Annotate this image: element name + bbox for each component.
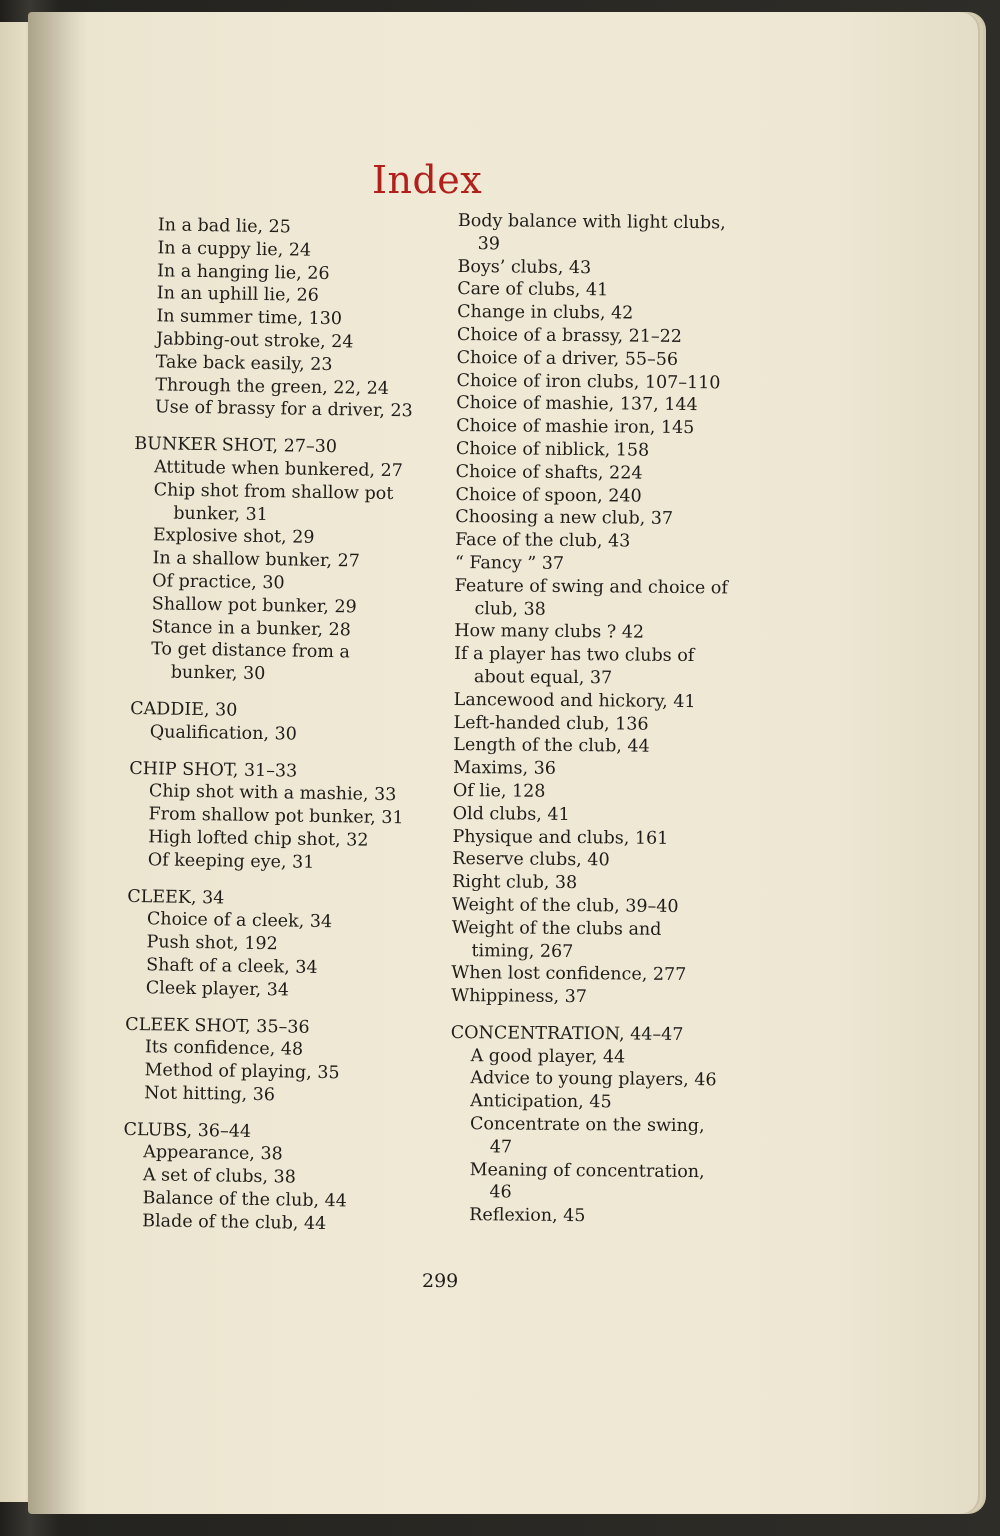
index-entry: How many clubs ? 42	[454, 621, 645, 643]
index-entry: Maxims, 36	[453, 758, 557, 780]
index-entry: “ Fancy ” 37	[454, 552, 565, 574]
index-entry: Take back easily, 23	[155, 352, 333, 375]
index-entry: Not hitting, 36	[144, 1083, 276, 1106]
index-entry: Choice of shafts, 224	[455, 461, 643, 484]
index-entry: Weight of the clubs and timing, 267	[451, 917, 662, 962]
index-entry: Weight of the club, 39–40	[451, 894, 679, 917]
index-entry: A good player, 44	[470, 1045, 626, 1068]
index-heading: CLUBS, 36–44	[123, 1119, 252, 1142]
index-entry: To get distance from a bunker, 30	[151, 639, 351, 685]
page-title: Index	[372, 158, 483, 202]
index-entry: Choice of a cleek, 34	[146, 909, 333, 933]
index-entry: Explosive shot, 29	[152, 525, 315, 549]
index-entry: Attitude when bunkered, 27	[153, 457, 404, 482]
index-entry: Boys’ clubs, 43	[457, 256, 592, 278]
index-entry: Care of clubs, 41	[457, 279, 609, 301]
index-entry: High lofted chip shot, 32	[148, 827, 369, 851]
index-entry: Through the green, 22, 24	[155, 374, 390, 399]
index-entry: Balance of the club, 44	[142, 1188, 348, 1212]
index-entry: In an uphill lie, 26	[156, 283, 319, 307]
index-entry: Blade of the club, 44	[142, 1211, 327, 1234]
index-entry: Of keeping eye, 31	[147, 849, 315, 873]
index-column-left	[122, 214, 428, 1237]
index-entry: Choice of mashie iron, 145	[456, 416, 695, 439]
index-entry: Choice of mashie, 137, 144	[456, 393, 698, 416]
index-entry: Choice of spoon, 240	[455, 484, 642, 507]
index-entry: Choosing a new club, 37	[455, 507, 674, 530]
index-entry: Left-handed club, 136	[453, 712, 649, 735]
index-entry: Feature of swing and choice of club, 38	[454, 575, 728, 620]
index-entry: Choice of niblick, 158	[455, 438, 650, 461]
index-heading: CONCENTRATION, 44–47	[450, 1022, 684, 1045]
index-entry: In a shallow bunker, 27	[152, 548, 360, 572]
index-entry: Chip shot from shallow pot bunker, 31	[153, 480, 394, 525]
index-entry: When lost confidence, 277	[451, 963, 687, 986]
index-column-right	[449, 210, 733, 1229]
index-entry: In a cuppy lie, 24	[157, 238, 312, 261]
index-entry: Change in clubs, 42	[457, 302, 634, 324]
index-entry: Qualification, 30	[149, 721, 297, 745]
index-entry: Its confidence, 48	[144, 1037, 304, 1060]
index-heading: CLEEK, 34	[127, 886, 225, 908]
index-entry: Reserve clubs, 40	[452, 849, 610, 871]
index-entry: Shallow pot bunker, 29	[151, 594, 357, 618]
index-entry: If a player has two clubs of about equal, 37	[454, 644, 695, 689]
index-entry: Physique and clubs, 161	[452, 826, 669, 849]
page-number: 299	[422, 1270, 459, 1292]
index-entry: Lancewood and hickory, 41	[453, 689, 696, 712]
index-entry: Stance in a bunker, 28	[151, 616, 352, 640]
index-entry: Method of playing, 35	[144, 1060, 340, 1084]
index-entry: Old clubs, 41	[452, 803, 570, 825]
index-heading: BUNKER SHOT, 27–30	[134, 434, 338, 458]
index-entry: Anticipation, 45	[470, 1091, 612, 1113]
index-entry: Body balance with light clubs, 39	[457, 210, 726, 255]
index-entry: A set of clubs, 38	[142, 1165, 297, 1188]
index-entry: Length of the club, 44	[453, 735, 650, 758]
index-entry: Cleek player, 34	[145, 977, 290, 1001]
index-entry: In a bad lie, 25	[157, 215, 292, 238]
index-entry: Reflexion, 45	[469, 1205, 586, 1227]
index-entry: Of practice, 30	[152, 571, 285, 594]
index-entry: Whippiness, 37	[451, 986, 588, 1008]
index-heading: CLEEK SHOT, 35–36	[125, 1014, 310, 1038]
index-entry: Choice of a brassy, 21–22	[456, 324, 683, 347]
index-entry: Right club, 38	[452, 872, 578, 894]
index-entry: Choice of iron clubs, 107–110	[456, 370, 721, 393]
index-entry: Chip shot with a mashie, 33	[148, 781, 397, 806]
index-heading: CADDIE, 30	[130, 698, 238, 721]
index-entry: Jabbing-out stroke, 24	[155, 329, 354, 353]
index-entry: In a hanging lie, 26	[156, 260, 330, 284]
index-entry: Appearance, 38	[143, 1142, 283, 1165]
index-entry: Advice to young players, 46	[470, 1068, 717, 1091]
index-entry: Shaft of a cleek, 34	[146, 955, 318, 978]
index-entry: Use of brassy for a driver, 23	[154, 397, 413, 422]
index-entry: Meaning of concentration, 46	[469, 1159, 705, 1203]
index-heading: CHIP SHOT, 31–33	[129, 758, 298, 782]
index-entry: From shallow pot bunker, 31	[148, 804, 404, 829]
index-entry: In summer time, 130	[156, 306, 343, 330]
index-entry: Concentrate on the swing, 47	[469, 1114, 705, 1158]
index-entry: Of lie, 128	[452, 780, 546, 802]
index-entry: Choice of a driver, 55–56	[456, 347, 679, 370]
index-entry: Face of the club, 43	[455, 530, 631, 552]
index-entry: Push shot, 192	[146, 932, 278, 955]
